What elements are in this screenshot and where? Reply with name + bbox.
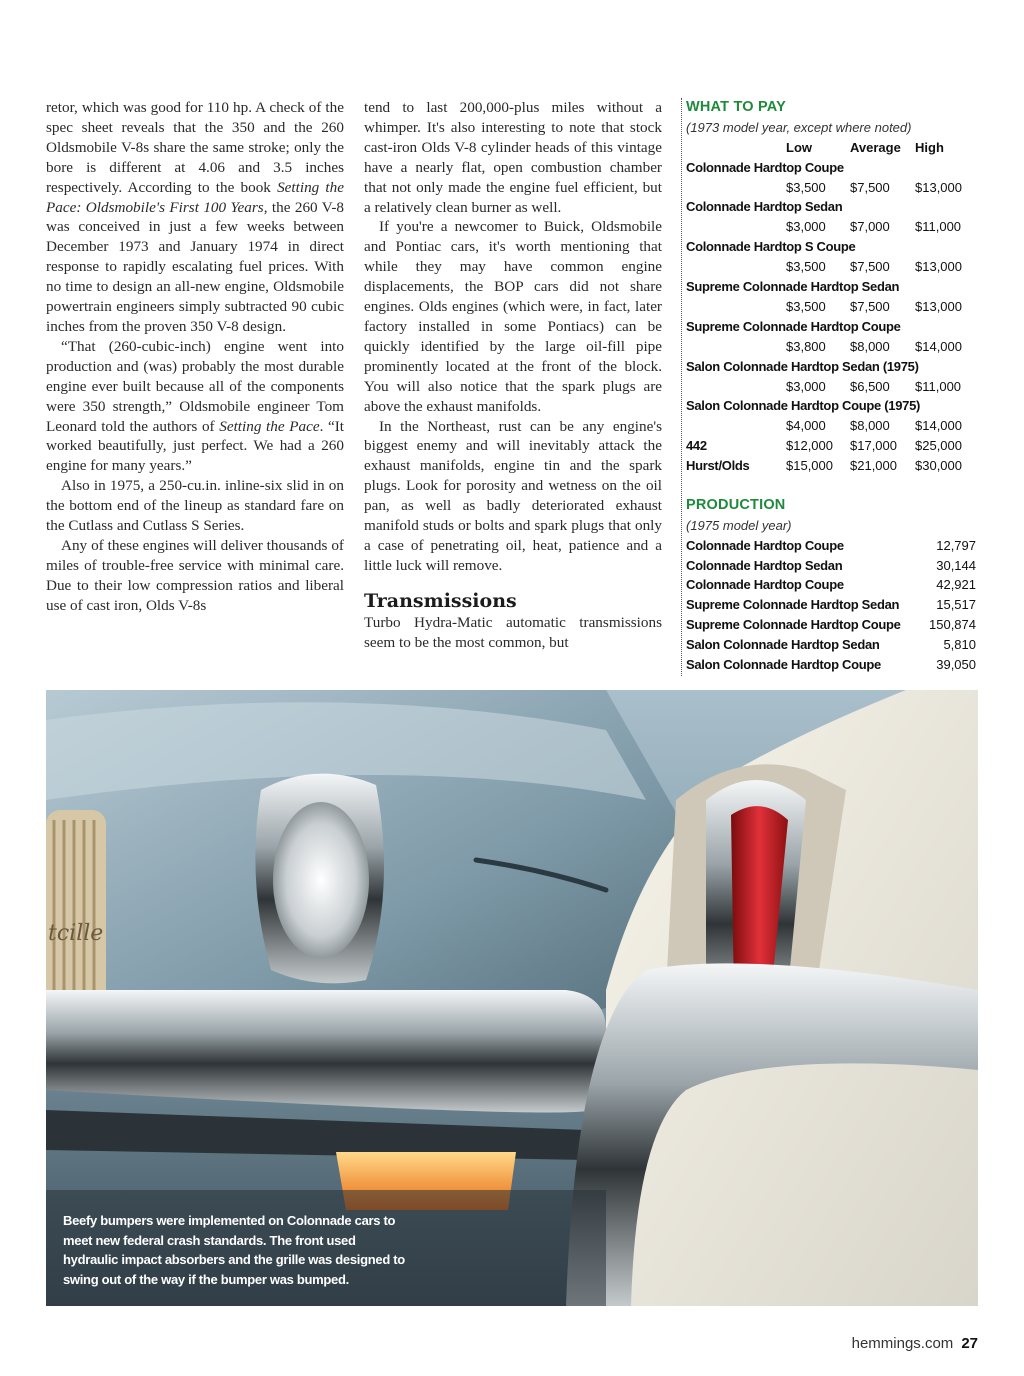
- site-name: hemmings.com: [851, 1335, 954, 1352]
- price-row-values: [686, 178, 976, 198]
- production-row: [686, 595, 976, 615]
- price-row-name: Colonnade Hardtop Sedan: [686, 199, 843, 215]
- production-model: Supreme Colonnade Hardtop Coupe: [686, 617, 901, 633]
- photo-caption: Beefy bumpers were implemented on Colonnade cars to meet new federal crash standards. The front used hydraulic impact absorbers and the grille was designed to swing out of the way if the bumper was bumped.: [63, 1213, 405, 1287]
- production-row: [686, 655, 976, 675]
- price-average: $6,500: [850, 378, 890, 394]
- production-title: PRODUCTION: [686, 496, 786, 513]
- price-average: $7,000: [850, 219, 890, 235]
- price-high: $13,000: [915, 298, 962, 314]
- sidebar-box: [681, 98, 976, 676]
- price-average: $17,000: [850, 438, 897, 454]
- paragraph: In the Northeast, rust can be any engine's biggest enemy and will inevitably attack the exhaust manifolds, engine tin and the spark plugs. Look for porosity and wetness on the oil pan, as well as badly deteriorated exhaust manifold studs or bolts and spark plugs that only a case of penetrating oil, heat, patience and a little luck will remove.: [364, 417, 662, 574]
- production-count: 30,144: [936, 557, 976, 573]
- header-average: Average: [850, 139, 901, 155]
- production-count: 12,797: [936, 537, 976, 553]
- production-note: (1975 model year): [686, 517, 792, 533]
- section-heading: Transmissions: [364, 589, 517, 612]
- price-high: $13,000: [915, 179, 962, 195]
- production-model: Salon Colonnade Hardtop Sedan: [686, 637, 880, 653]
- price-high: $14,000: [915, 418, 962, 434]
- price-row-name: Colonnade Hardtop S Coupe: [686, 239, 856, 255]
- price-high: $11,000: [915, 378, 962, 394]
- price-low: $3,500: [786, 179, 826, 195]
- price-row-name: Hurst/Olds: [686, 458, 750, 474]
- price-row-name: Salon Colonnade Hardtop Coupe (1975): [686, 398, 921, 414]
- price-table: [686, 158, 976, 436]
- price-row-values: [686, 257, 976, 277]
- paragraph: Turbo Hydra-Matic automatic transmissions seem to be the most common, but: [364, 613, 662, 651]
- price-row-name: 442: [686, 438, 707, 454]
- price-average: $7,500: [850, 179, 890, 195]
- svg-text:tcille: tcille: [48, 921, 104, 946]
- price-high: $13,000: [915, 259, 962, 275]
- production-row: [686, 575, 976, 595]
- production-model: Colonnade Hardtop Sedan: [686, 557, 843, 573]
- page-footer: [852, 1335, 978, 1352]
- price-low: $3,000: [786, 219, 826, 235]
- price-row-name: Colonnade Hardtop Coupe: [686, 159, 844, 175]
- production-row: [686, 556, 976, 576]
- production-row: [686, 536, 976, 556]
- price-average: $7,500: [850, 259, 890, 275]
- page-number: 27: [961, 1335, 978, 1352]
- price-high: $14,000: [915, 338, 962, 354]
- price-row-values: [686, 377, 976, 397]
- production-model: Colonnade Hardtop Coupe: [686, 537, 844, 553]
- price-row: [686, 436, 976, 456]
- price-row: [686, 456, 976, 476]
- price-row-name: Supreme Colonnade Hardtop Coupe: [686, 318, 901, 334]
- paragraph: Any of these engines will deliver thousands of miles of trouble-free service with minimal care. Due to their low compression ratios and liberal use of cast iron, Olds V-8s: [46, 536, 344, 614]
- price-table-header: [686, 138, 976, 158]
- price-low: $12,000: [786, 438, 833, 454]
- what-to-pay-note: (1973 model year, except where noted): [686, 119, 912, 135]
- price-row-name: Supreme Colonnade Hardtop Sedan: [686, 279, 900, 295]
- price-low: $3,000: [786, 378, 826, 394]
- production-count: 39,050: [936, 657, 976, 672]
- paragraph: tend to last 200,000-plus miles without a whimper. It's also interesting to note that stock cast-iron Olds V-8 cylinder heads of this vintage have a nearly flat, open combustion chamber that not only made the engine fuel efficient, but a relatively clean burner as well.: [364, 99, 662, 216]
- price-low: $3,500: [786, 259, 826, 275]
- production-table: [686, 536, 976, 675]
- paragraph: retor, which was good for 110 hp. A check of the spec sheet reveals that the 350 and the 260 Oldsmobile V-8s share the same stroke; only the bore is different at 4.06 and 3.5 inches respectively. According to the book Setting the Pace: Oldsmobile's First 100 Years, the 260 V-8 was conceived in just a few weeks between December 1973 and January 1974 in direct response to rapidly escalating fuel prices. With no time to design an all-new engine, Oldsmobile powertrain engineers simply subtracted 90 cubic inches from the proven 350 V-8 design.: [46, 99, 344, 335]
- price-low: $4,000: [786, 418, 826, 434]
- production-row: [686, 635, 976, 655]
- price-high: $25,000: [915, 438, 962, 454]
- price-row-values: [686, 337, 976, 357]
- price-row-values: [686, 217, 976, 237]
- price-average: $8,000: [850, 338, 890, 354]
- production-count: 150,874: [929, 617, 976, 633]
- price-average: $8,000: [850, 418, 890, 434]
- price-row-name: Salon Colonnade Hardtop Sedan (1975): [686, 358, 919, 374]
- production-count: 42,921: [936, 577, 976, 593]
- production-count: 5,810: [943, 637, 976, 653]
- what-to-pay-title: WHAT TO PAY: [686, 99, 786, 115]
- price-high: $11,000: [915, 219, 962, 235]
- paragraph: “That (260-cubic-inch) engine went into production and (was) probably the most durable engine ever built because all of the components were 350 strength,” Oldsmobile engineer Tom Leonard told the authors of Setting the Pace. “It worked beautifully, just perfect. We had a 260 engine for many years.”: [46, 337, 344, 475]
- paragraph: If you're a newcomer to Buick, Oldsmobile and Pontiac cars, it's worth mentioning that while they may have common engine displacements, the BOP cars did not share engines. Olds engines (which were, in fact, later factory installed in some Pontiacs) can be quickly identified by the large oil-fill pipe prominently located at the front of the block. You will also notice that the spark plugs are above the exhaust manifolds.: [364, 218, 662, 415]
- header-high: High: [915, 139, 944, 155]
- price-average: $7,500: [850, 298, 890, 314]
- price-low: $15,000: [786, 458, 833, 474]
- paragraph: Also in 1975, a 250-cu.in. inline-six slid in on the bottom end of the lineup as standard fare on the Cutlass and Cutlass S Series.: [46, 477, 344, 535]
- price-table-inline: [686, 436, 976, 476]
- article-column-2: [364, 98, 662, 653]
- price-low: $3,800: [786, 338, 826, 354]
- price-low: $3,500: [786, 298, 826, 314]
- production-model: Supreme Colonnade Hardtop Sedan: [686, 597, 900, 613]
- price-row-values: [686, 416, 976, 436]
- production-model: Colonnade Hardtop Coupe: [686, 577, 844, 593]
- price-row-values: [686, 297, 976, 317]
- production-count: 15,517: [936, 597, 976, 613]
- production-model: Salon Colonnade Hardtop Coupe: [686, 657, 881, 672]
- price-average: $21,000: [850, 458, 897, 474]
- production-row: [686, 615, 976, 635]
- header-low: Low: [786, 139, 812, 155]
- article-column-1: [46, 98, 344, 616]
- price-high: $30,000: [915, 458, 962, 474]
